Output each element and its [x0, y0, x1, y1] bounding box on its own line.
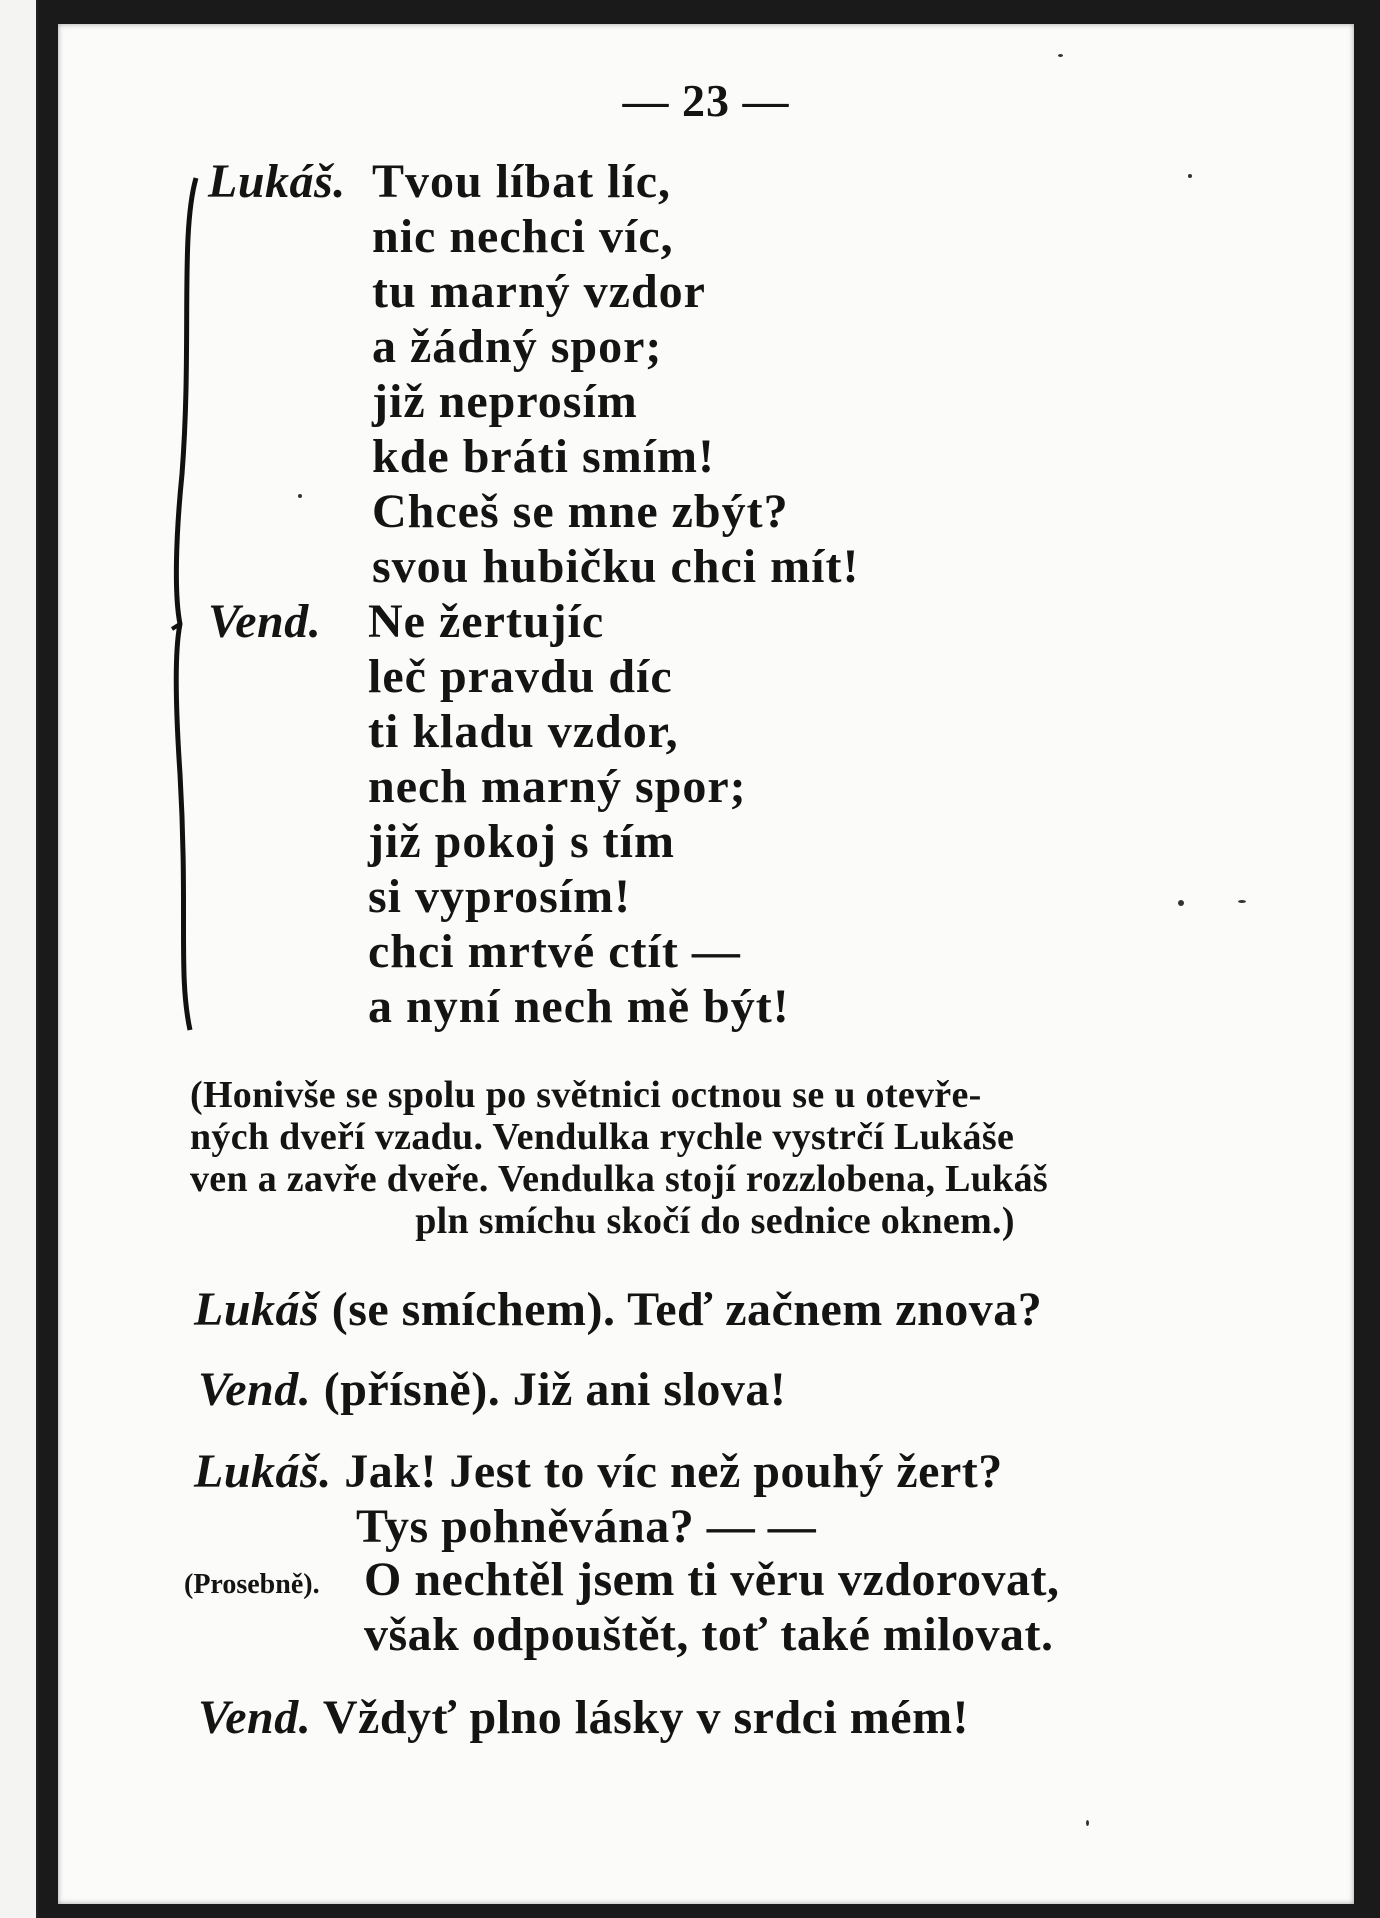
verse-line: Chceš se mne zbýt? — [372, 485, 789, 538]
stage-line: pln smíchu skočí do sednice oknem.) — [415, 1200, 1015, 1242]
dialogue-text: Vždyť plno lásky v srdci mém! — [322, 1691, 970, 1744]
dialogue-text: (přísně). Již ani slova! — [323, 1363, 787, 1416]
book-page — [58, 24, 1354, 1904]
dialogue-line — [194, 1282, 1042, 1337]
dialogue-line — [356, 1499, 816, 1554]
song-bracket — [170, 174, 202, 1034]
verse-line: tu marný vzdor — [372, 265, 706, 318]
dialogue-line — [198, 1690, 969, 1745]
verse-line: chci mrtvé ctít — — [368, 925, 741, 978]
stage-direction-inline: (Prosebně). — [184, 1569, 320, 1600]
verse-line: leč pravdu díc — [368, 650, 673, 703]
stage-line: ven a zavře dveře. Vendulka stojí rozzlobena, Lukáš — [190, 1158, 1049, 1200]
dialogue-text: O nechtěl jsem ti věru vzdorovat, — [364, 1553, 1060, 1606]
dialogue-line — [364, 1552, 1059, 1607]
dialogue-line — [194, 1444, 1003, 1499]
verse-line: již pokoj s tím — [368, 815, 675, 868]
print-speck — [1086, 1820, 1089, 1826]
dialogue-speaker: Lukáš — [194, 1283, 320, 1336]
verse-line: a nyní nech mě být! — [368, 980, 790, 1033]
dialogue-text: Tys pohněvána? — — — [356, 1500, 817, 1553]
verse-line: Ne žertujíc — [368, 595, 605, 648]
verse-line: a žádný spor; — [372, 320, 663, 373]
print-speck — [1238, 900, 1246, 903]
verse-line: ti kladu vzdor, — [368, 705, 679, 758]
print-speck — [1188, 174, 1192, 178]
dialogue-speaker: Vend. — [198, 1691, 312, 1744]
verse-line: již neprosím — [372, 375, 638, 428]
stage-line: ných dveří vzadu. Vendulka rychle vystrčí Lukáše — [190, 1116, 1015, 1158]
dialogue-text: však odpouštět, toť také milovat. — [364, 1608, 1054, 1661]
print-speck — [298, 494, 302, 498]
stage-line: (Honivše se spolu po světnici octnou se u otevře- — [190, 1074, 982, 1116]
page-number: — 23 — — [622, 75, 790, 126]
verse-line: nic nechci víc, — [372, 210, 674, 263]
stage-direction — [190, 1074, 1240, 1242]
verse-line: kde bráti smím! — [372, 430, 715, 483]
verse-line: svou hubičku chci mít! — [372, 540, 860, 593]
verse-line: Tvou líbat líc, — [372, 155, 672, 208]
dialogue-speaker: Lukáš. — [194, 1445, 332, 1498]
print-speck — [1178, 900, 1184, 906]
dialogue-text: (se smíchem). Teď začnem znova? — [331, 1283, 1043, 1336]
dialogue-line — [364, 1607, 1054, 1662]
print-speck — [1058, 54, 1063, 57]
dialogue-text: Jak! Jest to víc než pouhý žert? — [344, 1445, 1003, 1498]
verse-line: si vyprosím! — [368, 870, 632, 923]
verse-line: nech marný spor; — [368, 760, 747, 813]
verse-lukas — [372, 154, 859, 594]
previous-page-edge — [0, 0, 38, 1918]
speaker-vend: Vend. — [208, 595, 322, 648]
speaker-lukas: Lukáš. — [208, 155, 346, 208]
verse-vend — [368, 594, 790, 1034]
dialogue-line — [198, 1362, 786, 1417]
dialogue-speaker: Vend. — [198, 1363, 312, 1416]
